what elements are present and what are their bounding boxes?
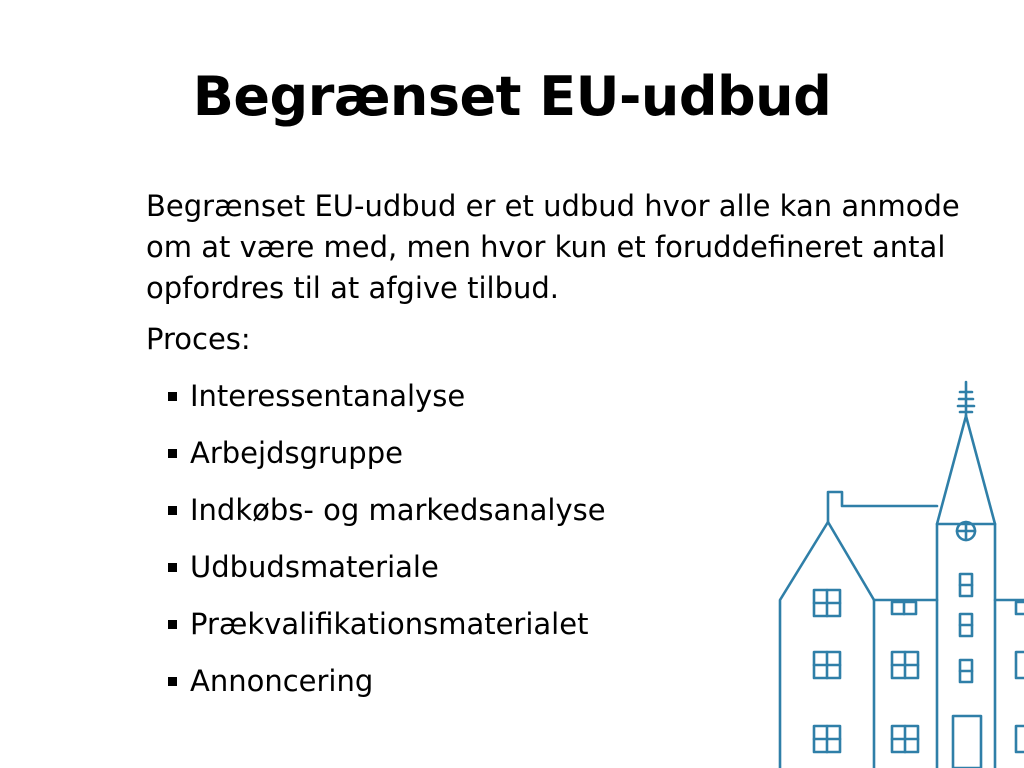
square-bullet-icon [168,392,177,401]
process-item-text: Interessentanalyse [190,379,466,413]
slide-title: Begrænset EU-udbud [192,65,832,128]
square-bullet-icon [168,563,177,572]
process-item-text: Udbudsmateriale [190,550,439,584]
process-item-text: Arbejdsgruppe [190,436,403,470]
description-paragraph: Begrænset EU-udbud er et udbud hvor alle kan anmode om at være med, men hvor kun et foruddefineret antal opfordres til at afgive tilbud. [146,189,960,305]
castle-illustration-icon [770,378,1024,768]
process-label: Proces: [146,322,251,356]
square-bullet-icon [168,620,177,629]
process-item-text: Prækvalifikationsmaterialet [190,607,589,641]
square-bullet-icon [168,449,177,458]
square-bullet-icon [168,506,177,515]
process-item-text: Annoncering [190,664,374,698]
process-item-text: Indkøbs- og markedsanalyse [190,493,606,527]
square-bullet-icon [168,677,177,686]
